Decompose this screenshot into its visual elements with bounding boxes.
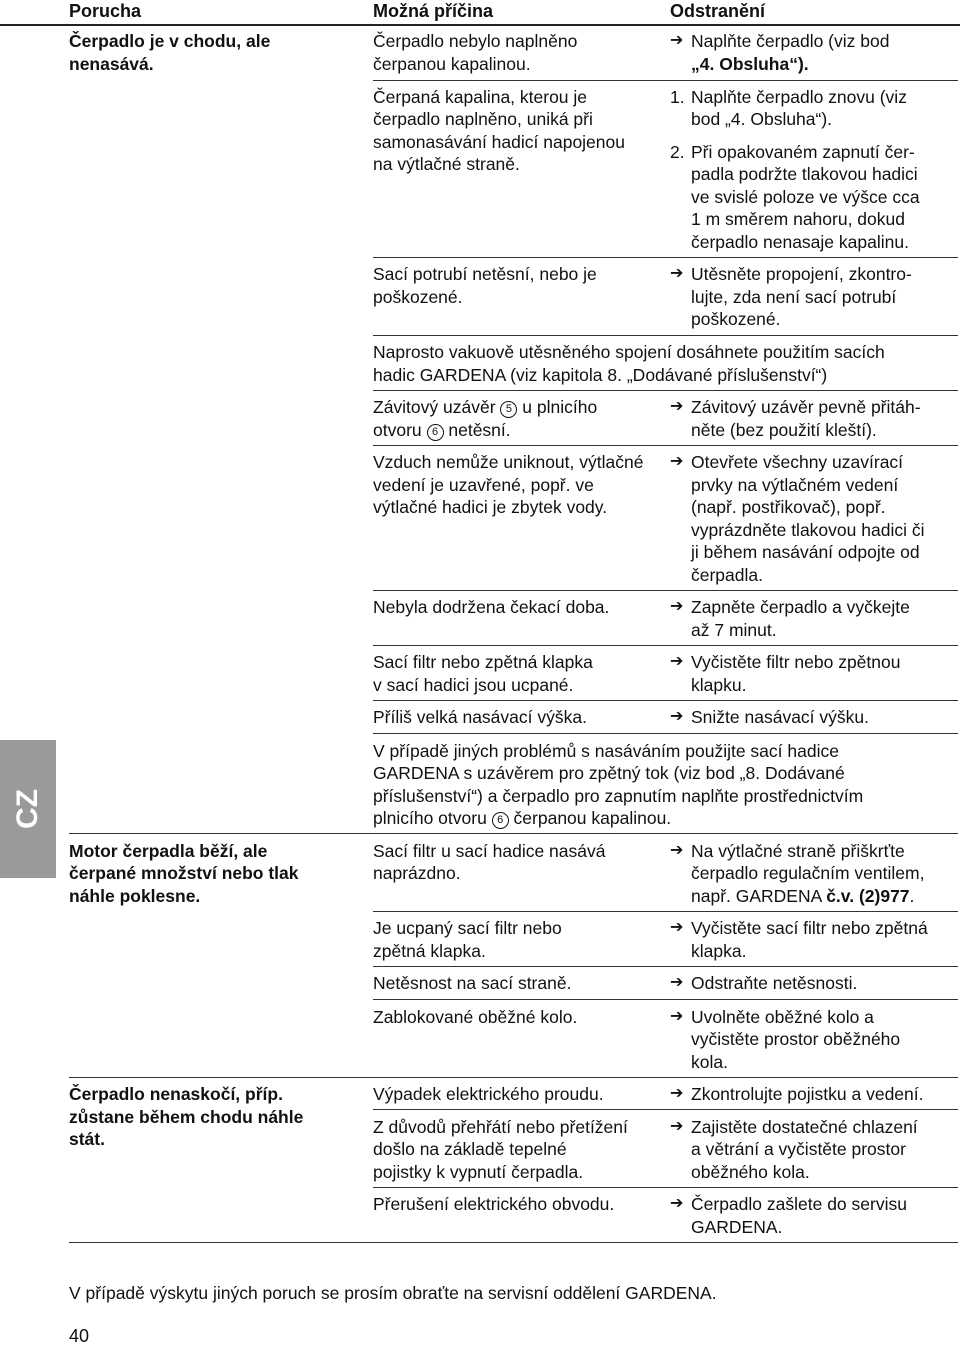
remedy-2b-line-2: klapka. — [691, 941, 747, 961]
note-1-line-2: hadic GARDENA (viz kapitola 8. „Dodávané příslušenství“) — [373, 365, 828, 385]
row-divider — [373, 257, 958, 258]
remedy-2a-line-2: čerpadlo regulačním ventilem, — [691, 863, 925, 883]
row-divider — [373, 80, 958, 81]
step-2-line-5: čerpadlo nenasaje kapalinu. — [691, 232, 909, 252]
cause-2c: Netěsnost na sací straně. — [373, 973, 572, 993]
cause-2d: Zablokované oběžné kolo. — [373, 1007, 578, 1027]
arrow-icon: ➔ — [670, 1085, 684, 1102]
cause-3b-line-2: došlo na základě tepelné — [373, 1139, 567, 1159]
row-divider — [373, 733, 958, 734]
fault-3-line-3: stát. — [69, 1129, 105, 1149]
header-cause: Možná příčina — [373, 1, 494, 21]
fault-1-line-1: Čerpadlo je v chodu, ale — [69, 31, 271, 51]
step-2-line-4: 1 m směrem nahoru, dokud — [691, 209, 905, 229]
remedy-1e-line-6: čerpadla. — [691, 565, 763, 585]
cause-3b-line-3: pojistky k vypnutí čerpadla. — [373, 1162, 584, 1182]
row-divider — [373, 966, 958, 967]
row-divider — [373, 445, 958, 446]
group-divider — [69, 1077, 958, 1078]
remedy-1c-line-1: Utěsněte propojení, zkontro- — [691, 264, 912, 284]
row-divider — [373, 645, 958, 646]
remedy-2a-line-1: Na výtlačné straně přiškrťte — [691, 841, 905, 861]
remedy-2b-line-1: Vyčistěte sací filtr nebo zpětná — [691, 918, 928, 938]
product-number: č.v. (2)977 — [826, 886, 910, 906]
fault-2-line-1: Motor čerpadla běží, ale — [69, 841, 268, 861]
cause-2a-line-2: naprázdno. — [373, 863, 461, 883]
cause-1b-line-2: čerpadlo naplněno, uniká při — [373, 109, 593, 129]
reference-number-badge: 6 — [492, 812, 509, 829]
cause-1c-line-2: poškozené. — [373, 287, 463, 307]
table-header — [0, 0, 960, 26]
arrow-icon: ➔ — [670, 974, 684, 991]
remedy-1h: Snižte nasávací výšku. — [691, 707, 869, 727]
step-2-number: 2. — [670, 142, 685, 162]
cause-1e-line-1: Vzduch nemůže uniknout, výtlačné — [373, 452, 644, 472]
step-2-line-1: Při opakovaném zapnutí čer- — [691, 142, 915, 162]
page-number: 40 — [69, 1326, 90, 1346]
cause-2b-line-1: Je ucpaný sací filtr nebo — [373, 918, 562, 938]
header-fault: Porucha — [69, 1, 142, 21]
remedy-1e-line-1: Otevřete všechny uzavírací — [691, 452, 904, 472]
remedy-3a: Zkontrolujte pojistku a vedení. — [691, 1084, 924, 1104]
cause-1b-line-3: samonasávání hadicí napojenou — [373, 132, 625, 152]
cause-3b-line-1: Z důvodů přehřátí nebo přetížení — [373, 1117, 628, 1137]
remedy-1e-line-2: prvky na výtlačném vedení — [691, 475, 899, 495]
arrow-icon: ➔ — [670, 842, 684, 859]
arrow-icon: ➔ — [670, 453, 684, 470]
step-2-line-2: padla podržte tlakovou hadici — [691, 164, 918, 184]
step-1-number: 1. — [670, 87, 685, 107]
cause-1f: Nebyla dodržena čekací doba. — [373, 597, 610, 617]
remedy-1d-line-2: něte (bez použití kleští). — [691, 420, 877, 440]
remedy-1g-line-1: Vyčistěte filtr nebo zpětnou — [691, 652, 901, 672]
fault-2-line-3: náhle poklesne. — [69, 886, 201, 906]
row-divider — [373, 390, 958, 391]
language-tab-label: CZ — [11, 789, 44, 829]
remedy-3b-line-3: oběžného kola. — [691, 1162, 810, 1182]
remedy-1e-line-4: vyprázdněte tlakovou hadici či — [691, 520, 925, 540]
footer-note: V případě výskytu jiných poruch se prosím obraťte na servisní oddělení GARDENA. — [69, 1283, 717, 1303]
reference-number-badge: 5 — [500, 401, 517, 418]
arrow-icon: ➔ — [670, 1195, 684, 1212]
step-2-line-3: ve svislé poloze ve výšce cca — [691, 187, 920, 207]
note-2-line-4: plnicího otvoru 6 čerpanou kapalinou. — [373, 808, 672, 828]
remedy-3c-line-2: GARDENA. — [691, 1217, 783, 1237]
cause-1c-line-1: Sací potrubí netěsní, nebo je — [373, 264, 597, 284]
note-2-line-3: příslušenství“) a čerpadlo pro zapnutím naplňte prostřednictvím — [373, 786, 864, 806]
language-tab — [0, 740, 56, 878]
cause-1g-line-1: Sací filtr nebo zpětná klapka — [373, 652, 593, 672]
note-2-line-1: V případě jiných problémů s nasáváním použijte sací hadice — [373, 741, 839, 761]
row-divider — [373, 999, 958, 1000]
arrow-icon: ➔ — [670, 598, 684, 615]
remedy-1c-line-3: poškozené. — [691, 309, 781, 329]
remedy-1a-line-1: Naplňte čerpadlo (viz bod — [691, 31, 890, 51]
cause-2b-line-2: zpětná klapka. — [373, 941, 486, 961]
cause-1d-line-2: otvoru 6 netěsní. — [373, 420, 511, 440]
remedy-3c-line-1: Čerpadlo zašlete do servisu — [691, 1194, 907, 1214]
cause-2a-line-1: Sací filtr u sací hadice nasává — [373, 841, 606, 861]
arrow-icon: ➔ — [670, 1008, 684, 1025]
fault-1-line-2: nenasává. — [69, 54, 154, 74]
row-divider — [373, 911, 958, 912]
cause-1e-line-2: vedení je uzavřené, popř. ve — [373, 475, 594, 495]
row-divider — [373, 1109, 958, 1110]
remedy-2a-line-3 — [691, 885, 914, 908]
row-divider — [373, 1187, 958, 1188]
cause-1a-line-2: čerpanou kapalinou. — [373, 54, 531, 74]
note-1-line-1: Naprosto vakuově utěsněného spojení dosáhnete použitím sacích — [373, 342, 885, 362]
remedy-1e-line-5: ji během nasávání odpojte od — [691, 542, 920, 562]
step-1-line-2: bod „4. Obsluha“). — [691, 109, 833, 129]
reference-number-badge: 6 — [427, 424, 444, 441]
remedy-1g-line-2: klapku. — [691, 675, 747, 695]
remedy-2a-text: např. GARDENA — [691, 886, 827, 906]
cause-1e-line-3: výtlačné hadici je zbytek vody. — [373, 497, 608, 517]
remedy-2d-line-2: vyčistěte prostor oběžného — [691, 1029, 901, 1049]
remedy-1e-line-3: (např. postřikovač), popř. — [691, 497, 886, 517]
remedy-1f-line-1: Zapněte čerpadlo a vyčkejte — [691, 597, 910, 617]
arrow-icon: ➔ — [670, 919, 684, 936]
arrow-icon: ➔ — [670, 653, 684, 670]
group-divider — [69, 833, 958, 834]
remedy-3b-line-1: Zajistěte dostatečné chlazení — [691, 1117, 918, 1137]
note-2-line-2: GARDENA s uzávěrem pro zpětný tok (viz bod „8. Dodávané — [373, 763, 845, 783]
cause-1h: Příliš velká nasávací výška. — [373, 707, 587, 727]
row-divider — [373, 590, 958, 591]
arrow-icon: ➔ — [670, 708, 684, 725]
arrow-icon: ➔ — [670, 265, 684, 282]
remedy-3b-line-2: a větrání a vyčistěte prostor — [691, 1139, 906, 1159]
remedy-2d-line-3: kola. — [691, 1052, 728, 1072]
cause-1g-line-2: v sací hadici jsou ucpané. — [373, 675, 574, 695]
cause-1d-line-1: Závitový uzávěr 5 u plnicího — [373, 397, 598, 417]
remedy-1f-line-2: až 7 minut. — [691, 620, 777, 640]
remedy-1d-line-1: Závitový uzávěr pevně přitáh- — [691, 397, 921, 417]
cause-3a: Výpadek elektrického proudu. — [373, 1084, 604, 1104]
cause-3c: Přerušení elektrického obvodu. — [373, 1194, 615, 1214]
arrow-icon: ➔ — [670, 32, 684, 49]
fault-3-line-1: Čerpadlo nenaskočí, příp. — [69, 1084, 283, 1104]
remedy-2d-line-1: Uvolněte oběžné kolo a — [691, 1007, 874, 1027]
fault-2-line-2: čerpané množství nebo tlak — [69, 863, 299, 883]
fault-3-line-2: zůstane během chodu náhle — [69, 1107, 304, 1127]
row-divider — [373, 335, 958, 336]
remedy-1c-line-2: lujte, zda není sací potrubí — [691, 287, 897, 307]
cause-1b-line-1: Čerpaná kapalina, kterou je — [373, 87, 588, 107]
arrow-icon: ➔ — [670, 398, 684, 415]
cause-1b-line-4: na výtlačné straně. — [373, 154, 520, 174]
remedy-1a-line-2: „4. Obsluha“). — [691, 54, 809, 74]
step-1-line-1: Naplňte čerpadlo znovu (viz — [691, 87, 907, 107]
table-bottom-rule — [69, 1242, 958, 1243]
header-remedy: Odstranění — [670, 1, 766, 21]
cause-1a-line-1: Čerpadlo nebylo naplněno — [373, 31, 578, 51]
remedy-2c: Odstraňte netěsnosti. — [691, 973, 858, 993]
row-divider — [373, 700, 958, 701]
remedy-2a-tail: . — [909, 886, 915, 906]
arrow-icon: ➔ — [670, 1118, 684, 1135]
